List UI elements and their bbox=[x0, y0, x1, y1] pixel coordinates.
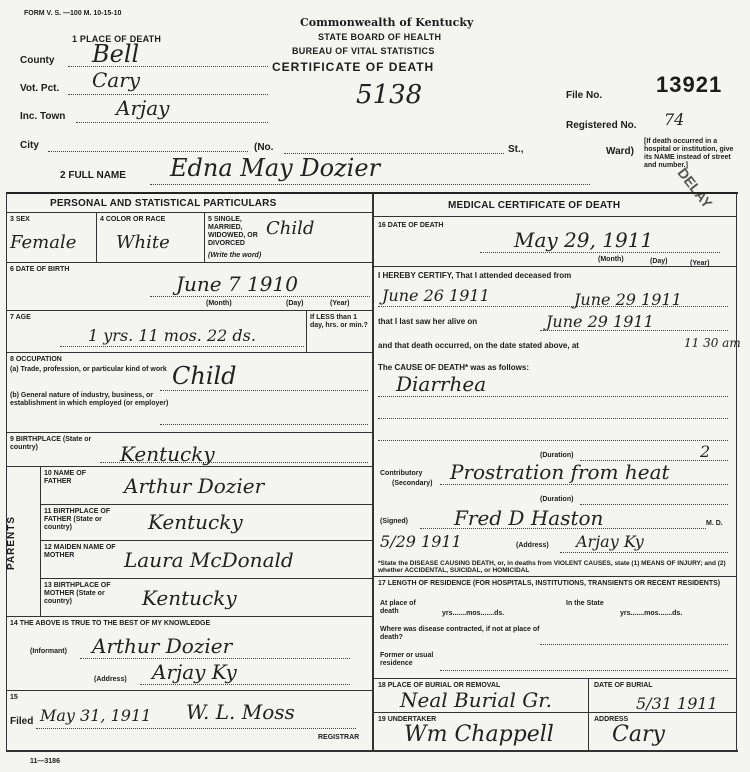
mother-birthplace-value: Kentucky bbox=[142, 586, 237, 610]
mother-birthplace-label: 13 BIRTHPLACE OF MOTHER (State or country) bbox=[44, 582, 111, 605]
undertaker-label: 19 UNDERTAKER bbox=[378, 716, 437, 723]
sex-value: Female bbox=[10, 232, 77, 253]
in-state-label: In the State bbox=[566, 600, 604, 607]
color-label: 4 COLOR OR RACE bbox=[100, 216, 166, 223]
dob-year-label: (Year) bbox=[330, 300, 350, 307]
commonwealth-title: Commonwealth of Kentucky bbox=[300, 16, 474, 29]
county-label: County bbox=[20, 55, 55, 66]
no-label: (No. bbox=[254, 142, 274, 153]
attended-to: June 29 1911 bbox=[574, 290, 682, 309]
medical-heading: MEDICAL CERTIFICATE OF DEATH bbox=[448, 200, 621, 211]
stamp-number: 5138 bbox=[356, 80, 423, 110]
filed-label: Filed bbox=[10, 716, 34, 727]
signed-date: 5/29 1911 bbox=[380, 532, 462, 551]
dob-value: June 7 1910 bbox=[176, 272, 298, 296]
board-title: STATE BOARD OF HEALTH bbox=[318, 32, 442, 42]
less-than-label: If LESS than 1 day, hrs. or min.? bbox=[310, 314, 368, 329]
father-birthplace-value: Kentucky bbox=[148, 510, 243, 534]
duration-value: 2 bbox=[700, 442, 711, 461]
father-label: 10 NAME OF FATHER bbox=[44, 470, 87, 485]
full-name-value: Edna May Dozier bbox=[170, 154, 381, 182]
inc-town-value: Arjay bbox=[116, 96, 170, 120]
contracted-label: Where was disease contracted, if not at place of death? bbox=[380, 626, 540, 641]
full-name-label: 2 FULL NAME bbox=[60, 170, 126, 181]
undertaker-address-value: Cary bbox=[612, 722, 665, 747]
age-value: 1 yrs. 11 mos. 22 ds. bbox=[88, 326, 256, 345]
undertaker-address-label: ADDRESS bbox=[594, 716, 629, 723]
undertaker-value: Wm Chappell bbox=[404, 722, 554, 747]
birthplace-value: Kentucky bbox=[120, 442, 215, 466]
personal-heading: PERSONAL AND STATISTICAL PARTICULARS bbox=[50, 198, 277, 209]
duration-label-1: (Duration) bbox=[540, 452, 574, 459]
city-label: City bbox=[20, 140, 39, 151]
cause-label: The CAUSE OF DEATH* was as follows: bbox=[378, 363, 529, 372]
informant-value: Arthur Dozier bbox=[92, 634, 233, 658]
registered-no-label: Registered No. bbox=[566, 120, 637, 131]
md-label: M. D. bbox=[706, 520, 723, 527]
death-day-label: (Day) bbox=[650, 258, 668, 265]
date-of-death-label: 16 DATE OF DEATH bbox=[378, 222, 444, 229]
burial-label: 18 PLACE OF BURIAL OR REMOVAL bbox=[378, 682, 501, 689]
death-year-label: (Year) bbox=[690, 260, 710, 267]
contributory-value: Prostration from heat bbox=[450, 460, 670, 484]
place-heading: 1 PLACE OF DEATH bbox=[72, 34, 162, 44]
street-label: St., bbox=[508, 144, 524, 155]
attended-from: June 26 1911 bbox=[382, 286, 490, 305]
former-residence-label: Former or usual residence bbox=[380, 652, 434, 667]
birthplace-label: 9 BIRTHPLACE (State or country) bbox=[10, 436, 92, 451]
at-place-label: At place of death bbox=[380, 600, 416, 615]
dob-label: 6 DATE OF BIRTH bbox=[10, 266, 70, 273]
signed-label: (Signed) bbox=[380, 518, 408, 525]
parents-label: PARENTS bbox=[6, 515, 17, 570]
marital-note: (Write the word) bbox=[208, 252, 262, 259]
marital-value: Child bbox=[266, 218, 315, 239]
occupation-b-label: (b) General nature of industry, business, or establishment in which employed (or employer) bbox=[10, 392, 169, 407]
last-saw-value: June 29 1911 bbox=[546, 312, 654, 331]
registrar-name: W. L. Moss bbox=[186, 700, 295, 724]
last-saw-text: that I last saw her alive on bbox=[378, 317, 478, 326]
registered-number: 74 bbox=[664, 110, 685, 129]
time-of-death: 11 30 am bbox=[684, 336, 741, 350]
informant-address-value: Arjay Ky bbox=[152, 660, 237, 684]
informant-heading: 14 THE ABOVE IS TRUE TO THE BEST OF MY KNOWLEDGE bbox=[10, 620, 211, 627]
certificate-title: CERTIFICATE OF DEATH bbox=[272, 60, 435, 74]
sex-label: 3 SEX bbox=[10, 216, 30, 223]
informant-label: (Informant) bbox=[30, 648, 67, 655]
father-birthplace-label: 11 BIRTHPLACE OF FATHER (State or country) bbox=[44, 508, 111, 531]
dob-month-label: (Month) bbox=[206, 300, 232, 307]
date-of-death-value: May 29, 1911 bbox=[514, 228, 654, 252]
informant-address-label: (Address) bbox=[94, 676, 127, 683]
delay-stamp: DELAY bbox=[674, 164, 716, 212]
age-label: 7 AGE bbox=[10, 314, 31, 321]
footer-code: 11—3186 bbox=[30, 758, 60, 765]
occupation-value: Child bbox=[172, 362, 237, 390]
occupation-label: 8 OCCUPATION bbox=[10, 356, 62, 363]
mother-value: Laura McDonald bbox=[124, 548, 294, 572]
signed-value: Fred D Haston bbox=[454, 506, 604, 530]
county-value: Bell bbox=[92, 40, 140, 68]
duration-label-2: (Duration) bbox=[540, 496, 574, 503]
residence-label: 17 LENGTH OF RESIDENCE (FOR HOSPITALS, INSTITUTIONS, TRANSIENTS OR RECENT RESIDENTS) bbox=[378, 580, 721, 587]
cause-note: *State the DISEASE CAUSING DEATH, or, in deaths from VIOLENT CAUSES, state (1) MEANS OF INJURY; and (2) whether ACCIDENTAL, SUICIDAL, or HOMICIDAL bbox=[378, 560, 726, 574]
death-month-label: (Month) bbox=[598, 256, 624, 263]
death-certificate: FORM V. S. —100 M. 10-15-10 Commonwealth of Kentucky STATE BOARD OF HEALTH BUREAU OF VITAL STATISTICS CERTIFICATE OF DEATH 5138 File No. 13921 Registered No. 74 [If death occurred in a hospital or institution, give its NAME instead of street and number.] DELAY 1 PLACE OF DEATH County Bell Vot. Pct. Cary Inc. Town Arjay City (No. St., Ward) 2 FULL NAME Edna May Dozier PERSONAL AND STATISTICAL PARTICULARS 3 SEX Female 4 COLOR OR RACE White 5 SINGLE, MARRIED, WIDOWED, OR DIVORCED (Write the word) Child 6 DATE OF BIRTH June 7 1910 (Month) (Day) (Year) 7 AGE 1 yrs. 11 mos. 22 ds. If LESS than 1 day, hrs. or min.? 8 OCCUPATION (a) Trade, profession, or particular kind of work (b) General nature of industry, business, or establishment in which employed (or employer) Child 9 BIRTHPLACE (State or country) Kentucky PARENTS 10 NAME OF FATHER Arthur Dozier 11 BIRTHPLACE OF FATHER (State or country) Kentucky 12 MAIDEN NAME OF MOTHER Laura McDonald 13 BIRTHPLACE OF MOTHER (State or country) Kentucky 14 THE ABOVE IS TRUE TO THE BEST OF MY KNOWLEDGE (Informant) Arthur Dozier (Address) Arjay Ky 15 Filed May 31, 1911 W. L. Moss REGISTRAR 11—3186 MEDICAL CERTIFICATE OF DEATH 16 DATE OF DEATH May 29, 1911 (Month) (Day) (Year) I HEREBY CERTIFY, That I attended deceased from June 26 1911 June 29 1911 that I last saw her alive on June 29 1911 and that death occurred, on the date stated above, at 11 30 am The CAUSE OF DEATH* was as follows: Diarrhea (Duration) 2 Contributory (Secondary) Prostration from heat (Duration) (Signed) Fred D Haston M. D. 5/29 1911 (Address) Arjay Ky *State the DISEASE CAUSING DEATH, or, in deaths from VIOLENT CAUSES, state (1) MEANS OF INJURY; and (2) whether ACCIDENTAL, SUICIDAL, or HOMICIDAL 17 LENGTH OF RESIDENCE (FOR HOSPITALS, INSTITUTIONS, TRANSIENTS OR RECENT RESIDENTS) At place of death yrs.......mos.......ds. In the State yrs.......mos.......ds. Where was disease contracted, if not at place of death? Former or usual residence 18 PLACE OF BURIAL OR REMOVAL Neal Burial Gr. DATE OF BURIAL 5/31 1911 19 UNDERTAKER Wm Chappell ADDRESS Cary bbox=[0, 0, 750, 772]
contributory-label: Contributory bbox=[380, 470, 423, 477]
burial-date-value: 5/31 1911 bbox=[636, 694, 718, 713]
dob-day-label: (Day) bbox=[286, 300, 304, 307]
registrar-label: REGISTRAR bbox=[318, 734, 360, 741]
color-value: White bbox=[116, 232, 170, 253]
hospital-note: [If death occurred in a hospital or institution, give its NAME instead of street and number.] bbox=[644, 138, 734, 169]
filed-value: May 31, 1911 bbox=[40, 706, 152, 725]
file-no-label: File No. bbox=[566, 90, 603, 101]
inc-town-label: Inc. Town bbox=[20, 111, 66, 122]
certify-text: I HEREBY CERTIFY, That I attended deceased from bbox=[378, 271, 572, 280]
signed-address-label: (Address) bbox=[516, 542, 549, 549]
marital-label: 5 SINGLE, MARRIED, WIDOWED, OR DIVORCED bbox=[208, 216, 258, 247]
father-value: Arthur Dozier bbox=[124, 474, 265, 498]
burial-date-label: DATE OF BURIAL bbox=[594, 682, 653, 689]
occupation-a-label: (a) Trade, profession, or particular kind of work bbox=[10, 366, 167, 373]
ward-label: Ward) bbox=[606, 146, 634, 157]
vot-pct-label: Vot. Pct. bbox=[20, 83, 60, 94]
file-number: 13921 bbox=[656, 72, 723, 97]
bureau-title: BUREAU OF VITAL STATISTICS bbox=[292, 46, 435, 56]
signed-address-value: Arjay Ky bbox=[576, 532, 644, 551]
burial-value: Neal Burial Gr. bbox=[400, 688, 552, 712]
cause-value: Diarrhea bbox=[396, 372, 487, 396]
mother-label: 12 MAIDEN NAME OF MOTHER bbox=[44, 544, 116, 559]
occurred-text: and that death occurred, on the date stated above, at bbox=[378, 341, 579, 350]
secondary-label: (Secondary) bbox=[392, 480, 433, 487]
form-number: FORM V. S. —100 M. 10-15-10 bbox=[24, 10, 122, 17]
vot-pct-value: Cary bbox=[92, 68, 141, 92]
